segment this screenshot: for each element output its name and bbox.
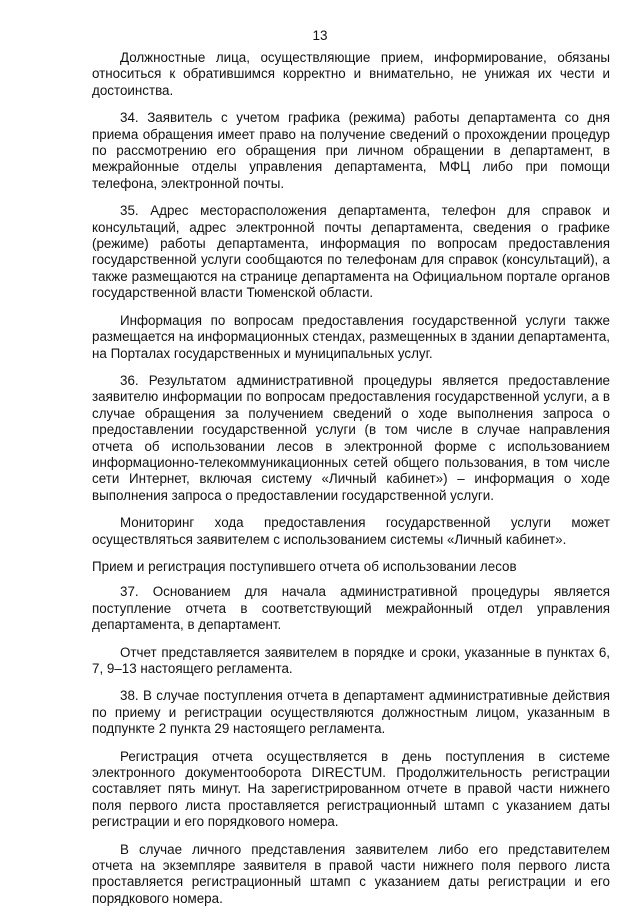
paragraph: Отчет представляется заявителем в порядке и сроки, указанные в пунктах 6, 7, 9–13 настоящего регламента.: [92, 644, 610, 676]
paragraph: Мониторинг хода предоставления государственной услуги может осуществляться заявителем с использованием системы «Личный кабинет».: [92, 515, 610, 547]
paragraph: Должностные лица, осуществляющие прием, информирование, обязаны относиться к обратившимся корректно и внимательно, не унижая их чести и достоинства.: [92, 50, 610, 98]
paragraph: 38. В случае поступления отчета в департамент административные действия по приему и регистрации осуществляются должностным лицом, указанным в подпункте 2 пункта 29 настоящего регламента.: [92, 688, 610, 737]
section-heading: Прием и регистрация поступившего отчета об использовании лесов: [92, 558, 517, 574]
paragraph: Регистрация отчета осуществляется в день поступления в системе электронного документооборота DIRECTUM. Продолжительность регистрации составляет пять минут. На зарегистрированном отчете в правой части нижнего поля первого листа проставляется регистрационный штамп с указанием даты регистрации и его порядкового номера.: [92, 748, 610, 830]
paragraph: В случае личного представления заявителем либо его представителем отчета на экземпляре заявителя в правой части нижнего поля первого листа проставляется регистрационный штамп с указанием даты регистрации и его порядкового номера.: [92, 841, 610, 906]
paragraph: 37. Основанием для начала административной процедуры является поступление отчета в соответствующий межрайонный отдел управления департамента, в департамент.: [92, 584, 610, 633]
paragraph: 35. Адрес месторасположения департамента, телефон для справок и консультаций, адрес электронной почты департамента, сведения о графике (режиме) работы департамента, информация по вопросам предоставления государственной услуги сообщаются по телефонам для справок (консультаций), а также размещаются на странице департамента на Официальном портале органов государственной власти Тюменской области.: [92, 203, 610, 301]
paragraph: Информация по вопросам предоставления государственной услуги также размещается на информационных стендах, размещенных в здании департамента, на Порталах государственных и муниципальных услуг.: [92, 312, 610, 361]
paragraph: 36. Результатом административной процедуры является предоставление заявителю информации по вопросам предоставления государственной услуги, а в случае обращения за получением сведений о ходе выполнения запроса о предоставлении государственной услуги (в том числе в случае направления отчета об использовании лесов в электронной форме с использованием информационно-телекоммуникационных сетей общего пользования, в том числе сети Интернет, включая систему «Личный кабинет») – информация о ходе выполнения запроса о предоставлении государственной услуги.: [92, 372, 610, 503]
document-body: [92, 50, 610, 918]
paragraph: 34. Заявитель с учетом графика (режима) работы департамента со дня приема обращения имеет право на получение сведений о прохождении процедур по рассмотрению его обращения при личном обращении в департамент, в межрайонные отделы управления департамента, МФЦ либо при помощи телефона, электронной почты.: [92, 110, 610, 191]
page-number: 13: [312, 28, 328, 43]
